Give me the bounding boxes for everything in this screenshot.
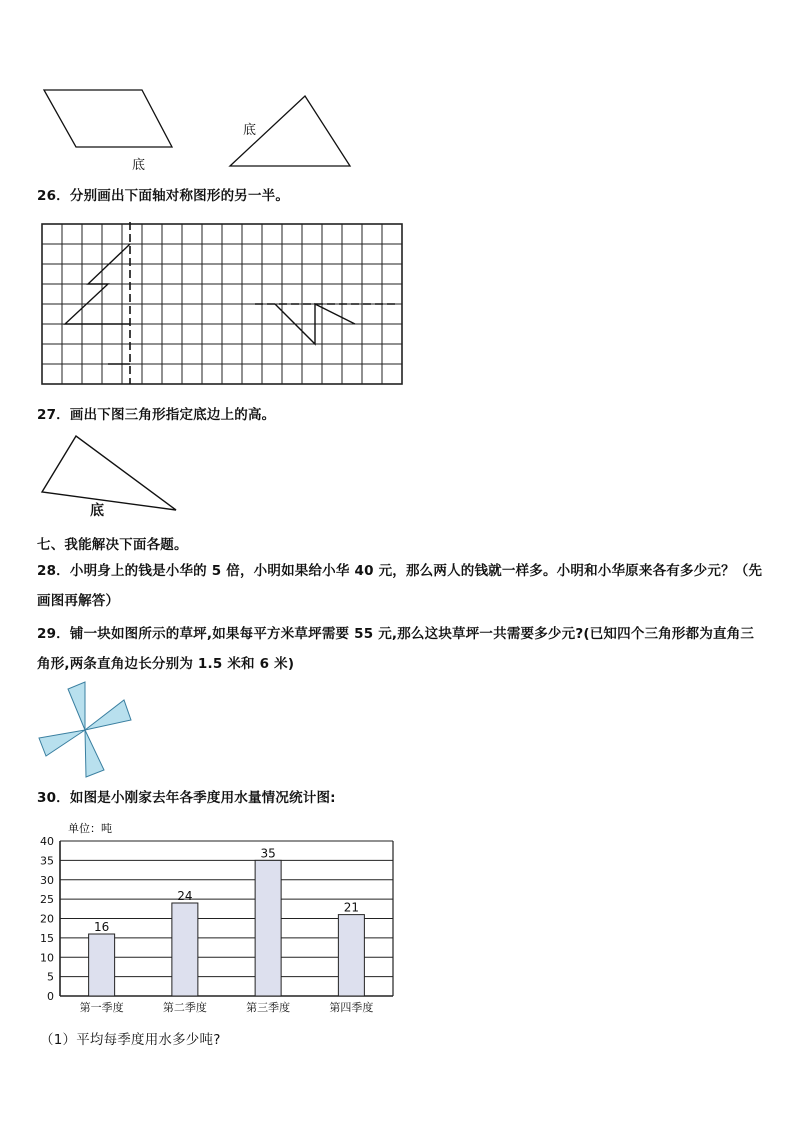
chart-x-tick-label: 第二季度 [162,1001,207,1014]
chart-y-tick-label: 25 [40,893,54,907]
triangle-base-label: 底 [243,123,257,138]
chart-value-label: 16 [93,920,110,934]
chart-y-tick-label: 40 [40,835,54,848]
chart-y-tick-label: 15 [40,931,54,945]
chart-value-label: 24 [177,889,193,903]
chart-x-tick-label: 第三季度 [246,1001,291,1014]
question-29-line2: 角形,两条直角边长分别为 1.5 米和 6 米) [37,656,295,672]
question-27: 27．画出下图三角形指定底边上的高。 [37,407,276,423]
chart-value-label: 35 [260,846,276,861]
question-30: 30．如图是小刚家去年各季度用水量情况统计图: [37,790,336,806]
question-30-sub1: （1）平均每季度用水多少吨? [40,1032,221,1048]
chart-x-tick-label: 第一季度 [79,1001,124,1014]
chart-unit-label: 单位：吨 [68,822,112,835]
chart-y-tick-label: 5 [47,970,54,984]
chart-bar [255,860,281,996]
chart-bar [89,934,115,996]
question-26: 26．分别画出下面轴对称图形的另一半。 [37,188,290,204]
chart-value-label: 21 [343,900,360,915]
chart-y-tick-label: 35 [40,854,54,868]
chart-bar [338,915,364,996]
parallelogram-base-label: 底 [132,158,146,173]
chart-y-tick-label: 30 [40,873,54,887]
chart-y-tick-label: 0 [47,990,54,1003]
q27-base-label: 底 [90,503,104,519]
chart-y-tick-label: 20 [40,912,54,926]
question-29-line1: 29．铺一块如图所示的草坪,如果每平方米草坪需要 55 元,那么这块草坪一共需要多少元?(已知四个三角形都为直角三 [37,626,755,642]
chart-bar [172,903,198,996]
chart-x-tick-label: 第四季度 [329,1001,374,1014]
chart-y-tick-label: 10 [40,951,54,965]
question-28-line1: 28．小明身上的钱是小华的 5 倍，小明如果给小华 40 元，那么两人的钱就一样多。小明和小华原来各有多少元？（先 [37,563,763,579]
question-28-line2: 画图再解答） [37,593,120,609]
section-7-title: 七、我能解决下面各题。 [37,537,188,553]
